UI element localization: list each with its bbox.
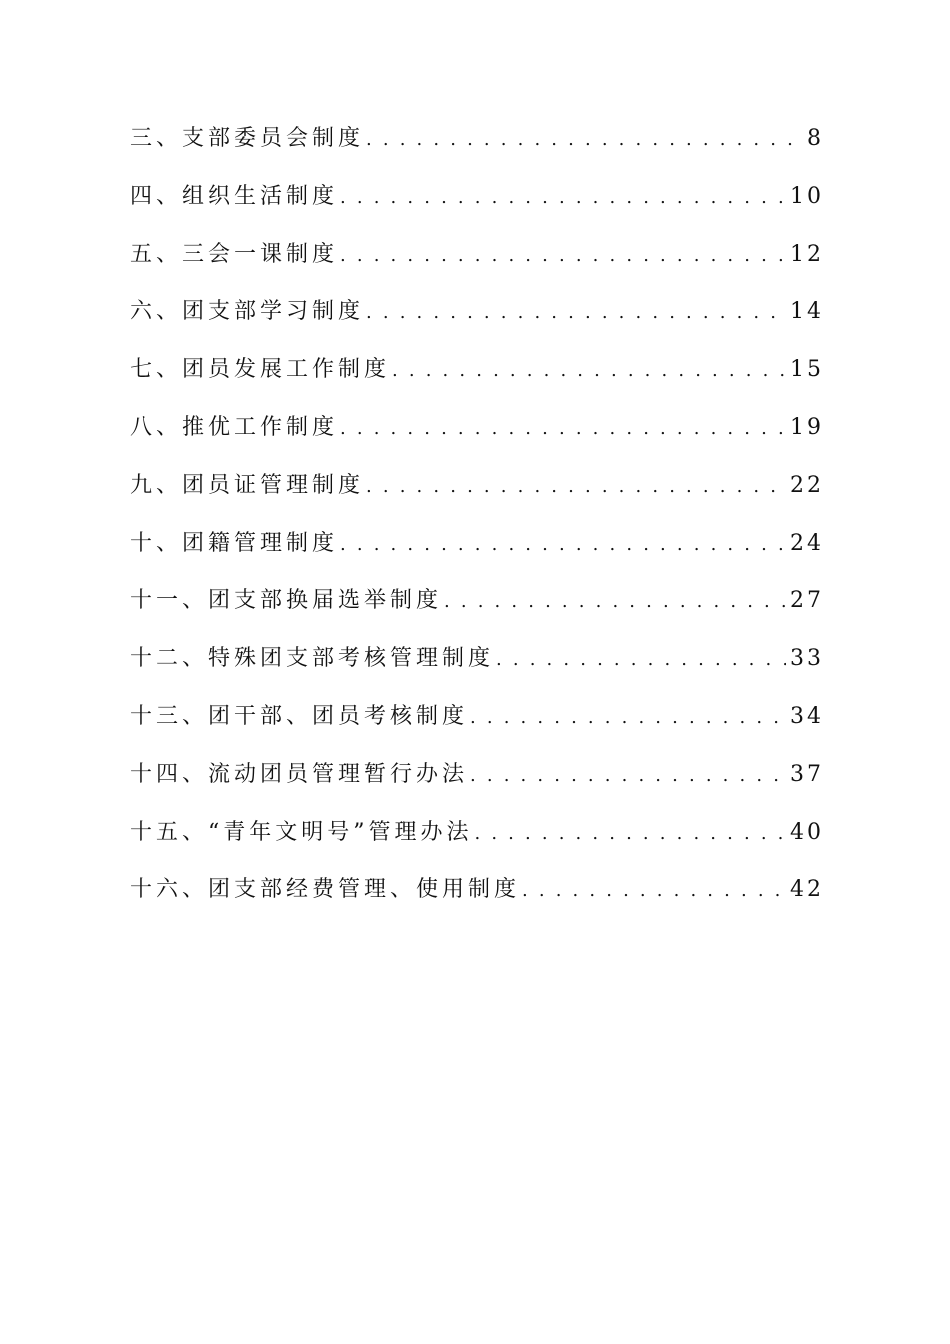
toc-dot-leader — [366, 283, 786, 342]
toc-entry-title: 三、支部委员会制度 — [130, 126, 365, 151]
toc-dot-leader — [340, 515, 786, 574]
toc-entry-title: 十二、特殊团支部考核管理制度 — [130, 646, 495, 672]
toc-dot-leader — [366, 457, 786, 516]
toc-entry[interactable] — [130, 861, 824, 919]
toc-entry-page: 15 — [790, 357, 824, 383]
toc-entry[interactable] — [130, 226, 824, 284]
toc-dot-leader — [392, 341, 786, 400]
toc-entry-page: 10 — [790, 183, 824, 209]
toc-entry-page: 40 — [790, 819, 824, 845]
toc-entry-page: 42 — [790, 877, 824, 903]
toc-entry[interactable] — [130, 804, 824, 862]
toc-dot-leader — [522, 861, 786, 920]
toc-entry-title: 五、三会一课制度 — [130, 241, 339, 267]
toc-entry-page: 14 — [790, 299, 824, 325]
toc-entry-title: 十三、团干部、团员考核制度 — [130, 703, 469, 729]
toc-entry[interactable] — [130, 283, 824, 341]
toc-entry-title: 十一、团支部换届选举制度 — [130, 588, 443, 614]
toc-entry[interactable] — [130, 572, 824, 630]
toc-entry-title: 九、团员证管理制度 — [130, 472, 365, 498]
toc-entry[interactable] — [130, 110, 824, 168]
toc-entry-page: 22 — [790, 472, 824, 498]
toc-entry[interactable] — [130, 630, 824, 688]
toc-dot-leader — [475, 804, 787, 863]
toc-dot-leader — [444, 572, 786, 631]
toc-entry-title: 十五、“青年文明号”管理办法 — [130, 819, 473, 845]
toc-dot-leader — [470, 688, 786, 747]
toc-entry[interactable] — [130, 341, 824, 399]
toc-dot-leader — [496, 630, 786, 689]
toc-dot-leader — [366, 110, 803, 169]
toc-entry-title: 七、团员发展工作制度 — [130, 357, 391, 383]
toc-entry[interactable] — [130, 168, 824, 226]
toc-entry-page: 37 — [790, 761, 824, 787]
toc-dot-leader — [340, 226, 786, 285]
toc-entry-title: 十六、团支部经费管理、使用制度 — [130, 877, 521, 903]
toc-entry-title: 四、组织生活制度 — [130, 183, 339, 209]
table-of-contents — [130, 110, 824, 919]
toc-entry-title: 十、团籍管理制度 — [130, 530, 339, 556]
toc-entry-page: 24 — [790, 530, 824, 556]
toc-entry-page: 8 — [807, 126, 824, 151]
toc-entry-page: 34 — [790, 703, 824, 729]
toc-entry[interactable] — [130, 457, 824, 515]
toc-dot-leader — [340, 399, 786, 458]
toc-entry-page: 33 — [790, 646, 824, 672]
toc-entry[interactable] — [130, 399, 824, 457]
toc-dot-leader — [470, 746, 786, 805]
toc-entry-page: 27 — [790, 588, 824, 614]
toc-entry-page: 19 — [790, 414, 824, 440]
toc-entry[interactable] — [130, 746, 824, 804]
toc-entry-title: 十四、流动团员管理暂行办法 — [130, 761, 469, 787]
toc-entry[interactable] — [130, 515, 824, 573]
toc-entry-title: 八、推优工作制度 — [130, 414, 339, 440]
toc-dot-leader — [340, 168, 786, 227]
toc-entry-title: 六、团支部学习制度 — [130, 299, 365, 325]
toc-entry-page: 12 — [790, 241, 824, 267]
toc-entry[interactable] — [130, 688, 824, 746]
